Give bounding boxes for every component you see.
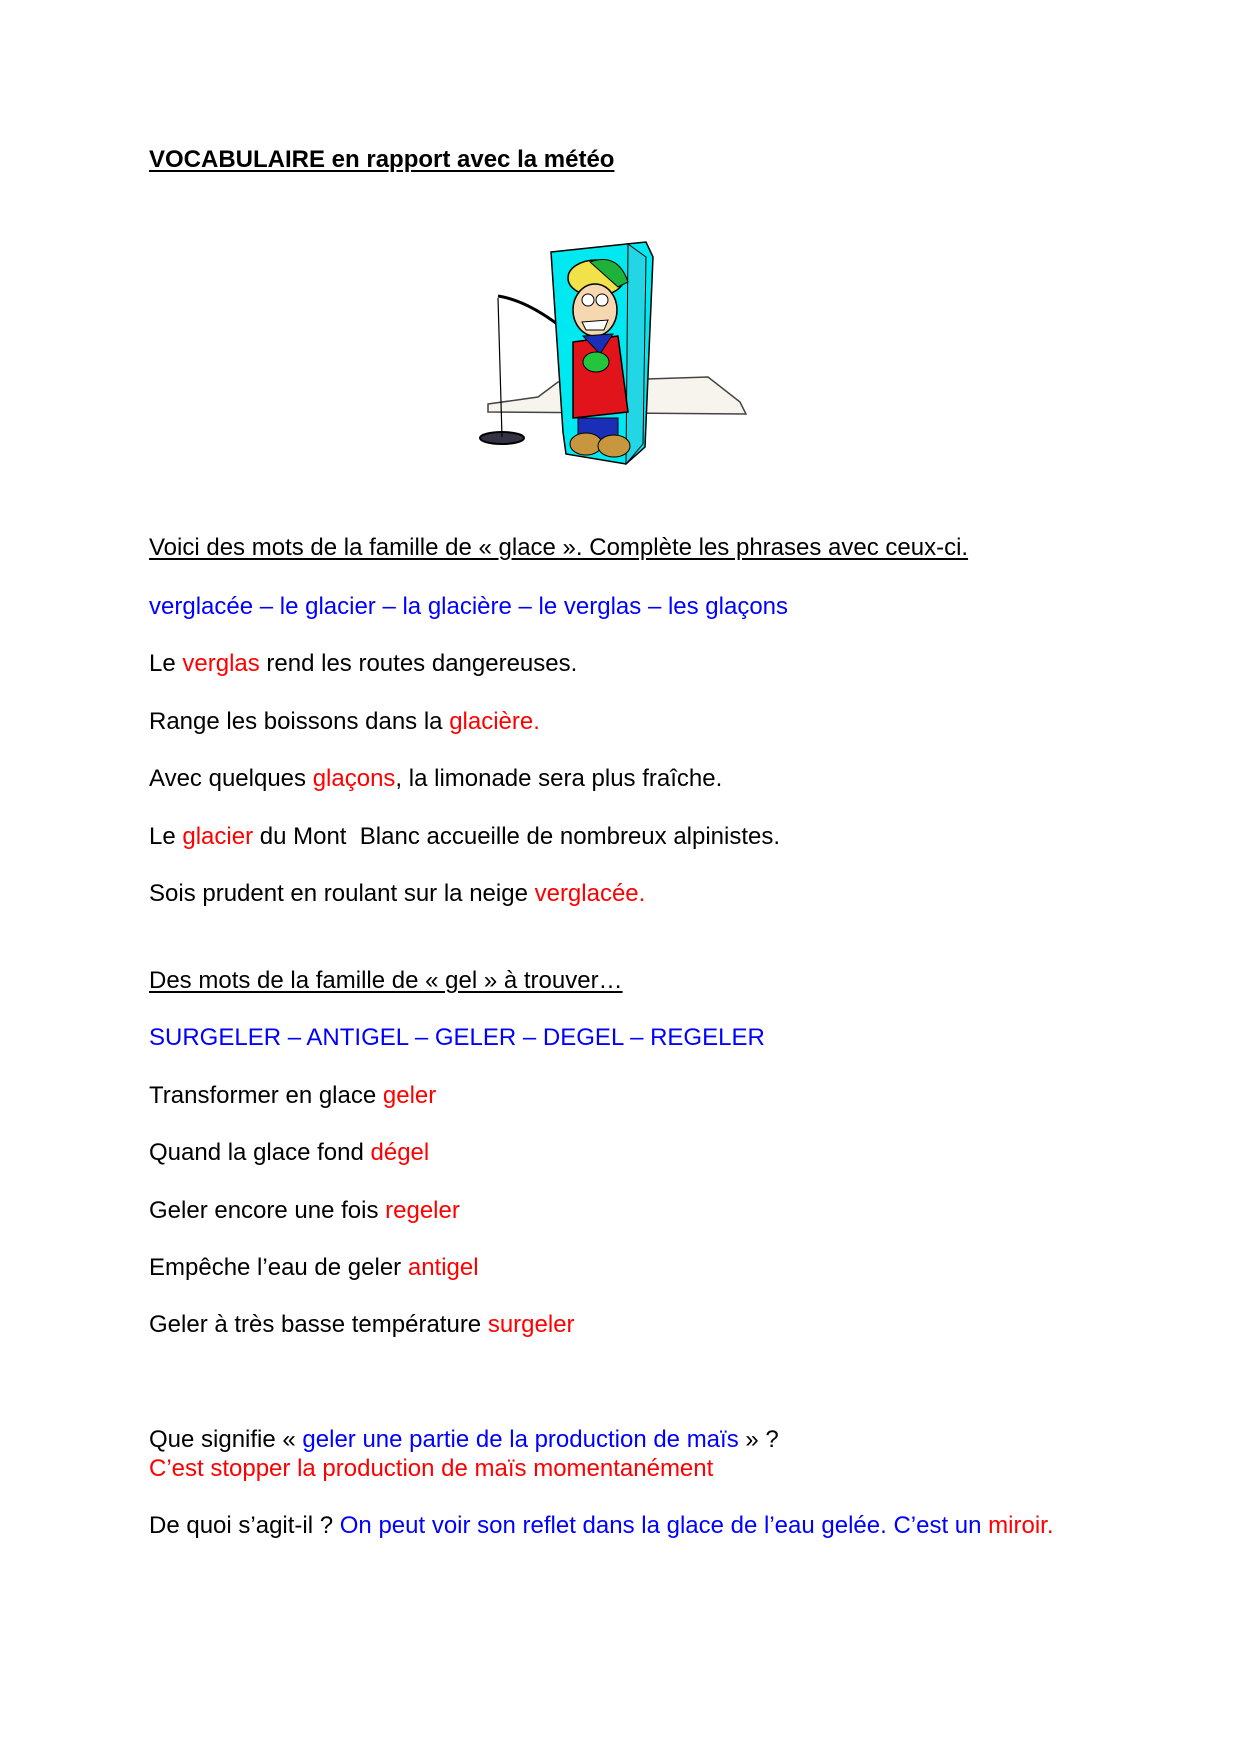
- answer: antigel: [407, 1254, 479, 1281]
- definition-2: Quand la glace fond dégel: [149, 1139, 430, 1166]
- answer: regeler: [385, 1197, 460, 1224]
- definition-1: Transformer en glace geler: [149, 1082, 437, 1109]
- question-1-answer: C’est stopper la production de maïs momentanément: [149, 1455, 714, 1482]
- section1-instruction: Voici des mots de la famille de « glace ». Complète les phrases avec ceux-ci.: [149, 534, 969, 561]
- frozen-fisherman-illustration: [478, 232, 760, 478]
- sentence-3: Avec quelques glaçons, la limonade sera plus fraîche.: [149, 765, 723, 792]
- answer: geler: [382, 1082, 437, 1109]
- page-title: VOCABULAIRE en rapport avec la météo: [149, 146, 615, 173]
- sentence-2: Range les boissons dans la glacière.: [149, 708, 540, 735]
- answer: glacière.: [449, 708, 540, 735]
- answer: verglas: [182, 650, 260, 677]
- definition-3: Geler encore une fois regeler: [149, 1197, 460, 1224]
- answer: glacier: [182, 823, 254, 850]
- sentence-4: Le glacier du Mont Blanc accueille de nombreux alpinistes.: [149, 823, 781, 850]
- question-1: Que signifie « geler une partie de la production de maïs » ?: [149, 1426, 779, 1453]
- answer: glaçons: [312, 765, 396, 792]
- question-2: De quoi s’agit-il ? On peut voir son reflet dans la glace de l’eau gelée. C’est un miroir.: [149, 1512, 1054, 1539]
- section2-word-list: SURGELER – ANTIGEL – GELER – DEGEL – REGELER: [149, 1024, 765, 1051]
- definition-5: Geler à très basse température surgeler: [149, 1311, 575, 1338]
- sentence-1: Le verglas rend les routes dangereuses.: [149, 650, 578, 677]
- definition-4: Empêche l’eau de geler antigel: [149, 1254, 479, 1281]
- answer: dégel: [370, 1139, 430, 1166]
- answer: miroir.: [988, 1512, 1054, 1539]
- section1-word-list: verglacée – le glacier – la glacière – le verglas – les glaçons: [149, 593, 789, 620]
- section2-instruction: Des mots de la famille de « gel » à trouver…: [149, 967, 623, 994]
- answer: verglacée.: [534, 880, 646, 907]
- answer: surgeler: [487, 1311, 575, 1338]
- sentence-5: Sois prudent en roulant sur la neige verglacée.: [149, 880, 646, 907]
